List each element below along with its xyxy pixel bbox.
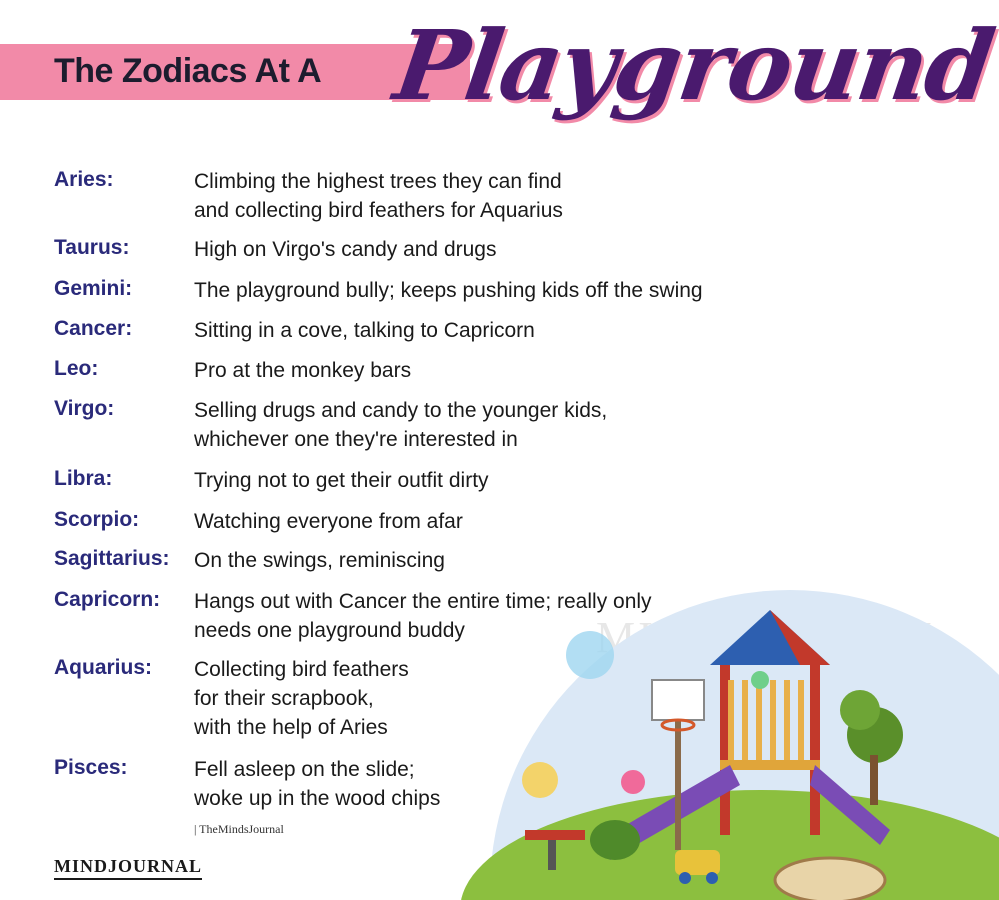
sign-description: Pro at the monkey bars <box>194 359 412 382</box>
seesaw-icon <box>525 830 585 840</box>
sandbox-icon <box>775 858 885 900</box>
brand-logo: MINDJOURNAL <box>54 856 202 880</box>
ball-icon <box>621 770 645 794</box>
sign-name: Pisces: <box>54 756 128 779</box>
bush-icon <box>590 820 640 860</box>
sign-name: Virgo: <box>54 397 115 420</box>
sign-name: Scorpio: <box>54 508 140 531</box>
sign-name: Aquarius: <box>54 656 153 679</box>
playground-illustration <box>430 560 900 900</box>
sign-description: On the swings, reminiscing <box>194 549 445 572</box>
sign-name: Sagittarius: <box>54 547 170 570</box>
sign-name: Aries: <box>54 168 114 191</box>
title-main: The Zodiacs At A <box>54 52 322 90</box>
sign-name: Leo: <box>54 357 99 380</box>
ball-icon <box>522 762 558 798</box>
sign-name: Gemini: <box>54 277 133 300</box>
sign-description: High on Virgo's candy and drugs <box>194 238 497 261</box>
sign-description: Selling drugs and candy to the younger kids, whichever one they're interested in <box>194 399 608 451</box>
toy-car-icon <box>675 850 720 875</box>
sign-description: Trying not to get their outfit dirty <box>194 469 489 492</box>
sign-name: Cancer: <box>54 317 133 340</box>
bubble-icon <box>566 631 614 679</box>
sign-description: Sitting in a cove, talking to Capricorn <box>194 319 535 342</box>
sign-description: The playground bully; keeps pushing kids off the swing <box>194 279 703 302</box>
sign-description: Watching everyone from afar <box>194 510 463 533</box>
sign-description: Collecting bird feathers for their scrapbook, with the help of Aries <box>194 658 409 739</box>
sign-name: Capricorn: <box>54 588 161 611</box>
sign-description: Fell asleep on the slide; woke up in the wood chips <box>194 758 441 810</box>
sign-description: Hangs out with Cancer the entire time; really only needs one playground buddy <box>194 590 652 642</box>
ball-icon <box>751 671 769 689</box>
sign-name: Libra: <box>54 467 113 490</box>
sign-name: Taurus: <box>54 236 130 259</box>
credit-text: | TheMindsJournal <box>194 822 284 836</box>
sign-description: Climbing the highest trees they can find and collecting bird feathers for Aquarius <box>194 170 563 222</box>
title-script: Playground <box>388 9 999 122</box>
